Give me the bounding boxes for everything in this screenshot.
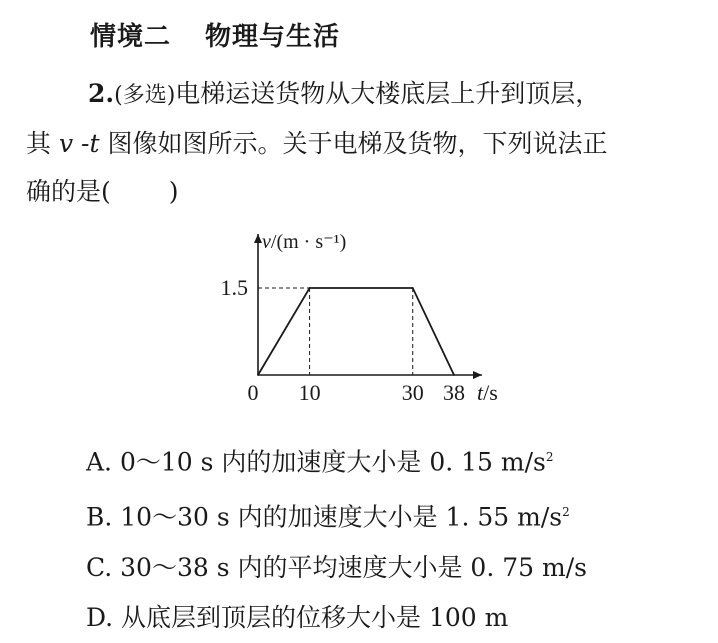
data-point-10 [309, 287, 311, 289]
option-d[interactable] [86, 593, 587, 643]
dash: - [73, 129, 90, 158]
question-line-3: 确的是( [26, 177, 111, 206]
origin-label: 0 [247, 380, 259, 405]
option-b[interactable] [86, 487, 587, 542]
x-tick-10: 10 [298, 380, 321, 405]
y-axis-label: v/(m · s⁻¹) [262, 231, 347, 253]
option-a[interactable] [86, 432, 587, 487]
data-point-38 [453, 374, 455, 376]
var-v: v [58, 129, 74, 158]
option-b-sup: 2 [562, 505, 570, 520]
section-label: 情境二 [90, 22, 172, 52]
option-a-sup: 2 [545, 450, 554, 464]
option-b-text: B. 10～30 s 内的加速度大小是 1. 55 m/s [86, 502, 563, 532]
x-axis-label: t/s [477, 380, 498, 405]
question-tag: (多选) [114, 83, 176, 108]
y-tick-1.5: 1.5 [220, 275, 248, 300]
x-tick-38: 38 [443, 380, 465, 405]
question-number: 2. [88, 79, 115, 108]
options-list [86, 432, 587, 643]
question-line-2-suffix: 图像如图所示。关于电梯及货物，下列说法正 [99, 129, 608, 158]
x-tick-30: 30 [401, 380, 424, 405]
option-c-text: C. 30～38 s 内的平均速度大小是 0. 75 m/s [86, 552, 587, 582]
question-line-1: 电梯运送货物从大楼底层上升到顶层， [175, 79, 601, 108]
data-point-0 [257, 374, 259, 376]
option-a-text: A. 0～10 s 内的加速度大小是 0. 15 m/s [86, 447, 546, 477]
section-title: 物理与生活 [205, 22, 341, 52]
section-heading [90, 16, 340, 53]
question-line-3-end: ) [168, 177, 179, 206]
question-line-2-prefix: 其 [26, 129, 59, 158]
vt-chart [200, 222, 520, 412]
var-t: t [89, 129, 100, 158]
option-d-text: D. 从底层到顶层的位移大小是 100 m [86, 602, 509, 632]
option-c[interactable] [86, 543, 587, 593]
velocity-line [258, 288, 454, 375]
data-point-30 [412, 287, 414, 289]
question-stem [26, 70, 706, 216]
